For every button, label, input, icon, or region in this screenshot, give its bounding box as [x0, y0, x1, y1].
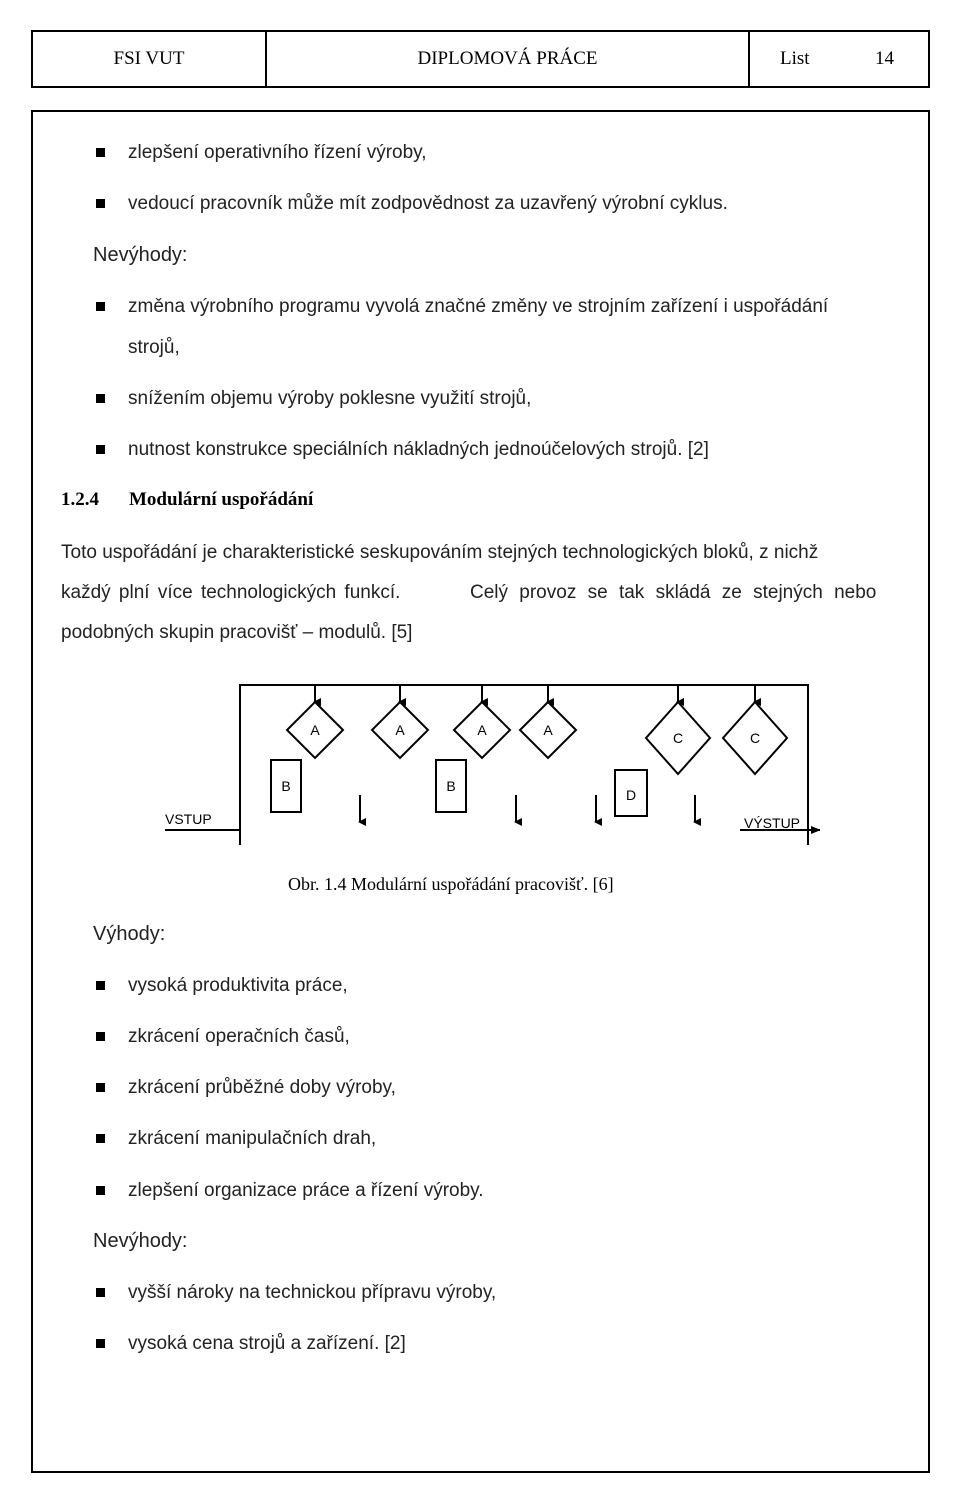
bullet-marker	[96, 1032, 105, 1041]
header-document-type: DIPLOMOVÁ PRÁCE	[267, 32, 750, 86]
bullet-marker	[96, 1288, 105, 1297]
list-item: vysoká produktivita práce,	[128, 975, 348, 996]
bullet-marker	[96, 1083, 105, 1092]
bullet-marker	[96, 1339, 105, 1348]
bullet-marker	[96, 981, 105, 990]
label-a: A	[310, 722, 320, 738]
label-b: B	[446, 778, 456, 794]
list-item: vyšší nároky na technickou přípravu výroby,	[128, 1282, 497, 1303]
label-c: C	[749, 730, 761, 746]
header-list-label: List	[780, 48, 810, 69]
figure-caption: Obr. 1.4 Modulární uspořádání pracovišť. [6]	[288, 874, 614, 894]
list-item: snížením objemu výroby poklesne využití strojů,	[128, 388, 532, 409]
label-d: D	[625, 787, 637, 803]
modular-layout-diagram	[160, 680, 820, 860]
label-a: A	[477, 722, 487, 738]
disadvantages-heading: Nevýhody:	[93, 244, 188, 266]
disadvantages-heading: Nevýhody:	[93, 1230, 188, 1252]
bullet-marker	[96, 445, 105, 454]
output-label: VÝSTUP	[744, 815, 801, 831]
list-item: vysoká cena strojů a zařízení. [2]	[128, 1333, 406, 1354]
bullet-marker	[96, 1186, 105, 1195]
paragraph-line: Celý provoz se tak skládá ze stejných nebo	[470, 582, 877, 603]
paragraph-line: podobných skupin pracovišť – modulů. [5]	[61, 622, 413, 643]
list-item-continuation: strojů,	[128, 337, 180, 358]
list-item: zkrácení operačních časů,	[128, 1026, 350, 1047]
header-page-info	[750, 32, 928, 86]
section-number: 1.2.4	[61, 489, 99, 510]
list-item: zlepšení operativního řízení výroby,	[128, 142, 427, 163]
paragraph-line: Toto uspořádání je charakteristické seskupováním stejných technologických bloků, z nichž	[61, 542, 819, 563]
label-a: A	[395, 722, 405, 738]
list-item: změna výrobního programu vyvolá značné změny ve strojním zařízení i uspořádání	[128, 296, 829, 317]
label-a: A	[543, 722, 553, 738]
paragraph-line: každý plní více technologických funkcí.	[61, 582, 401, 603]
page-header	[31, 30, 930, 88]
header-institution: FSI VUT	[33, 32, 267, 86]
advantages-heading: Výhody:	[93, 923, 166, 945]
list-item: zlepšení organizace práce a řízení výroby.	[128, 1180, 484, 1201]
bullet-marker	[96, 148, 105, 157]
bullet-marker	[96, 1134, 105, 1143]
list-item: nutnost konstrukce speciálních nákladných jednoúčelových strojů. [2]	[128, 439, 709, 460]
list-item: vedoucí pracovník může mít zodpovědnost za uzavřený výrobní cyklus.	[128, 193, 728, 214]
input-label: VSTUP	[165, 811, 212, 827]
conveyor-loop	[240, 685, 808, 845]
list-item: zkrácení manipulačních drah,	[128, 1128, 377, 1149]
bullet-marker	[96, 302, 105, 311]
label-c: C	[672, 730, 684, 746]
bullet-marker	[96, 394, 105, 403]
list-item: zkrácení průběžné doby výroby,	[128, 1077, 396, 1098]
section-title: Modulární uspořádání	[129, 489, 314, 510]
header-page-number: 14	[875, 48, 894, 69]
bullet-marker	[96, 199, 105, 208]
label-b: B	[281, 778, 291, 794]
